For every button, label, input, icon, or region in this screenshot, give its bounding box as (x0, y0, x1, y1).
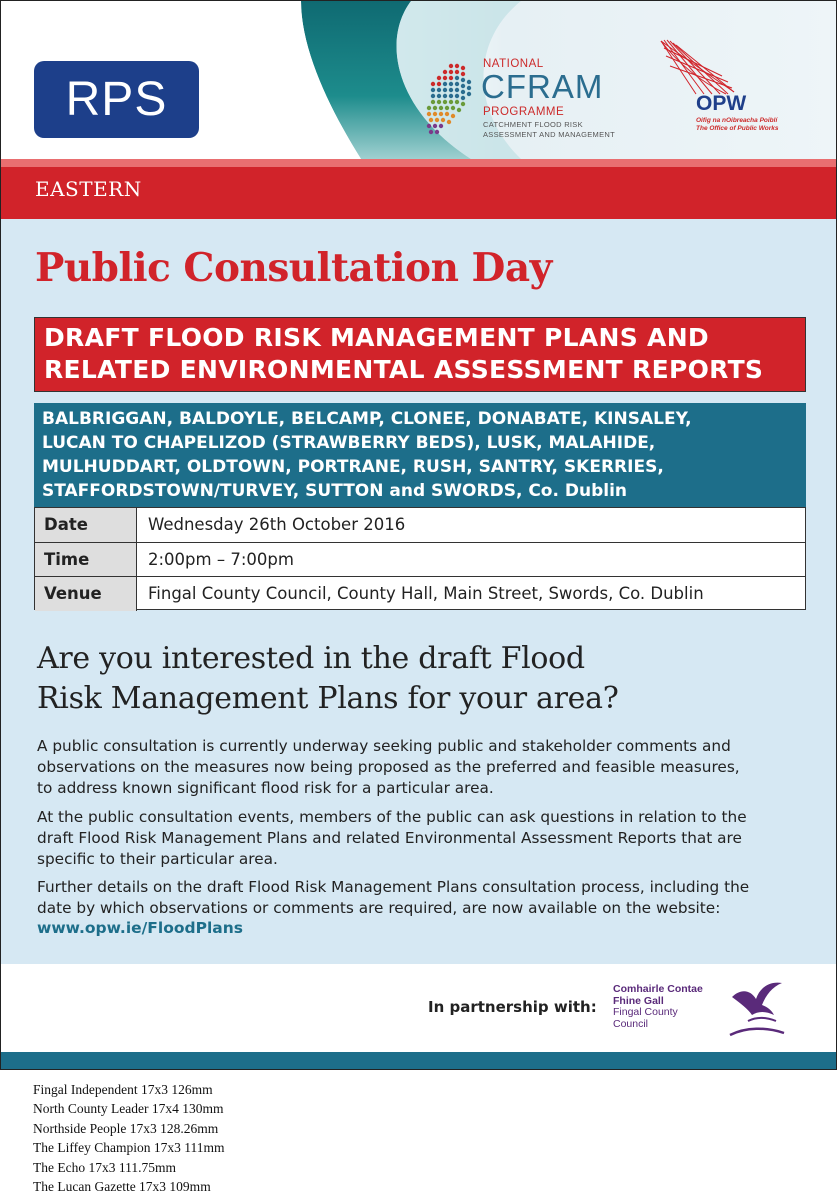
paragraph-3 (37, 877, 749, 919)
paragraph-line: date by which observations or comments are required, are now available on the website: (37, 899, 721, 917)
paragraph-2 (37, 807, 747, 870)
paragraph-line: Further details on the draft Flood Risk Management Plans consultation process, including the (37, 878, 750, 896)
details-row-venue (35, 576, 805, 611)
publication-item: Northside People 17x3 128.26mm (33, 1120, 219, 1136)
cfram-name: CFRAM (481, 68, 604, 105)
paragraph-1 (37, 736, 740, 799)
opw-name: OPW (696, 92, 747, 115)
paragraph-line: At the public consultation events, members of the public can ask questions in relation to the (37, 808, 747, 826)
locations-line: STAFFORDSTOWN/TURVEY, SUTTON and SWORDS, Co. Dublin (42, 481, 627, 501)
header (1, 1, 836, 159)
council-line: Council (613, 1017, 649, 1030)
publication-item: North County Leader 17x4 130mm (33, 1101, 224, 1117)
question-line: Risk Management Plans for your area? (37, 681, 619, 716)
locations-line: LUCAN TO CHAPELIZOD (STRAWBERRY BEDS), LUSK, MALAHIDE, (42, 433, 656, 453)
details-label: Venue (35, 577, 137, 611)
details-value: Wednesday 26th October 2016 (148, 515, 406, 534)
partnership-label: In partnership with: (428, 998, 597, 1016)
locations-line: MULHUDDART, OLDTOWN, PORTRANE, RUSH, SANTRY, SKERRIES, (42, 457, 664, 477)
publication-item: The Echo 17x3 111.75mm (33, 1159, 176, 1175)
fingal-council-name (613, 984, 703, 1030)
footer-bar (1, 1052, 836, 1070)
ireland-dots-icon (425, 62, 479, 142)
cfram-subtitle-1: CATCHMENT FLOOD RISK (483, 120, 583, 129)
details-value: Fingal County Council, County Hall, Main Street, Swords, Co. Dublin (148, 584, 704, 603)
paragraph-line: observations on the measures now being proposed as the preferred and feasible measures, (37, 758, 740, 776)
publication-item: The Liffey Champion 17x3 111mm (33, 1140, 225, 1156)
event-details-table (34, 507, 806, 610)
region-label: EASTERN (35, 177, 142, 201)
council-line: Comhairle Contae (613, 983, 703, 995)
details-value: 2:00pm – 7:00pm (148, 550, 294, 569)
website-link[interactable]: www.opw.ie/FloodPlans (37, 919, 243, 937)
paragraph-line: specific to their particular area. (37, 850, 278, 868)
publication-item: The Lucan Gazette 17x3 109mm (33, 1179, 211, 1195)
opw-subtitle-2: The Office of Public Works (696, 125, 779, 132)
publication-item: Fingal Independent 17x3 126mm (33, 1082, 213, 1097)
locations-line: BALBRIGGAN, BALDOYLE, BELCAMP, CLONEE, DONABATE, KINSALEY, (42, 409, 692, 429)
cfram-national: NATIONAL (483, 58, 544, 70)
paragraph-line: draft Flood Risk Management Plans and related Environmental Assessment Reports that are (37, 829, 742, 847)
paragraph-line: to address known significant flood risk for a particular area. (37, 779, 494, 797)
rps-logo: RPS (34, 61, 199, 138)
paragraph-line: A public consultation is currently underway seeking public and stakeholder comments and (37, 737, 731, 755)
cfram-programme: PROGRAMME (483, 106, 565, 118)
details-label: Time (35, 543, 137, 577)
details-row-time (35, 542, 805, 577)
page-title: Public Consultation Day (35, 245, 552, 291)
question-line: Are you interested in the draft Flood (37, 641, 585, 676)
fingal-bird-icon (726, 977, 786, 1042)
council-line: Fhine Gall (613, 994, 664, 1007)
opw-subtitle-1: Oifig na nOibreacha Poiblí (696, 117, 778, 124)
council-line: Fingal County (613, 1006, 678, 1018)
plans-heading-box (34, 317, 806, 392)
details-row-date (35, 508, 805, 542)
opw-swirl-icon (656, 36, 796, 96)
question-heading (37, 639, 619, 719)
partnership-footer (1, 964, 836, 1052)
opw-logo (656, 36, 796, 146)
details-label: Date (35, 508, 137, 542)
locations-box (34, 403, 806, 507)
plans-heading-line: DRAFT FLOOD RISK MANAGEMENT PLANS AND (44, 323, 709, 352)
cfram-logo (425, 56, 635, 146)
plans-heading-line: RELATED ENVIRONMENTAL ASSESSMENT REPORTS (44, 355, 764, 384)
cfram-subtitle-2: ASSESSMENT AND MANAGEMENT (483, 130, 615, 139)
publication-list (33, 1080, 224, 1196)
